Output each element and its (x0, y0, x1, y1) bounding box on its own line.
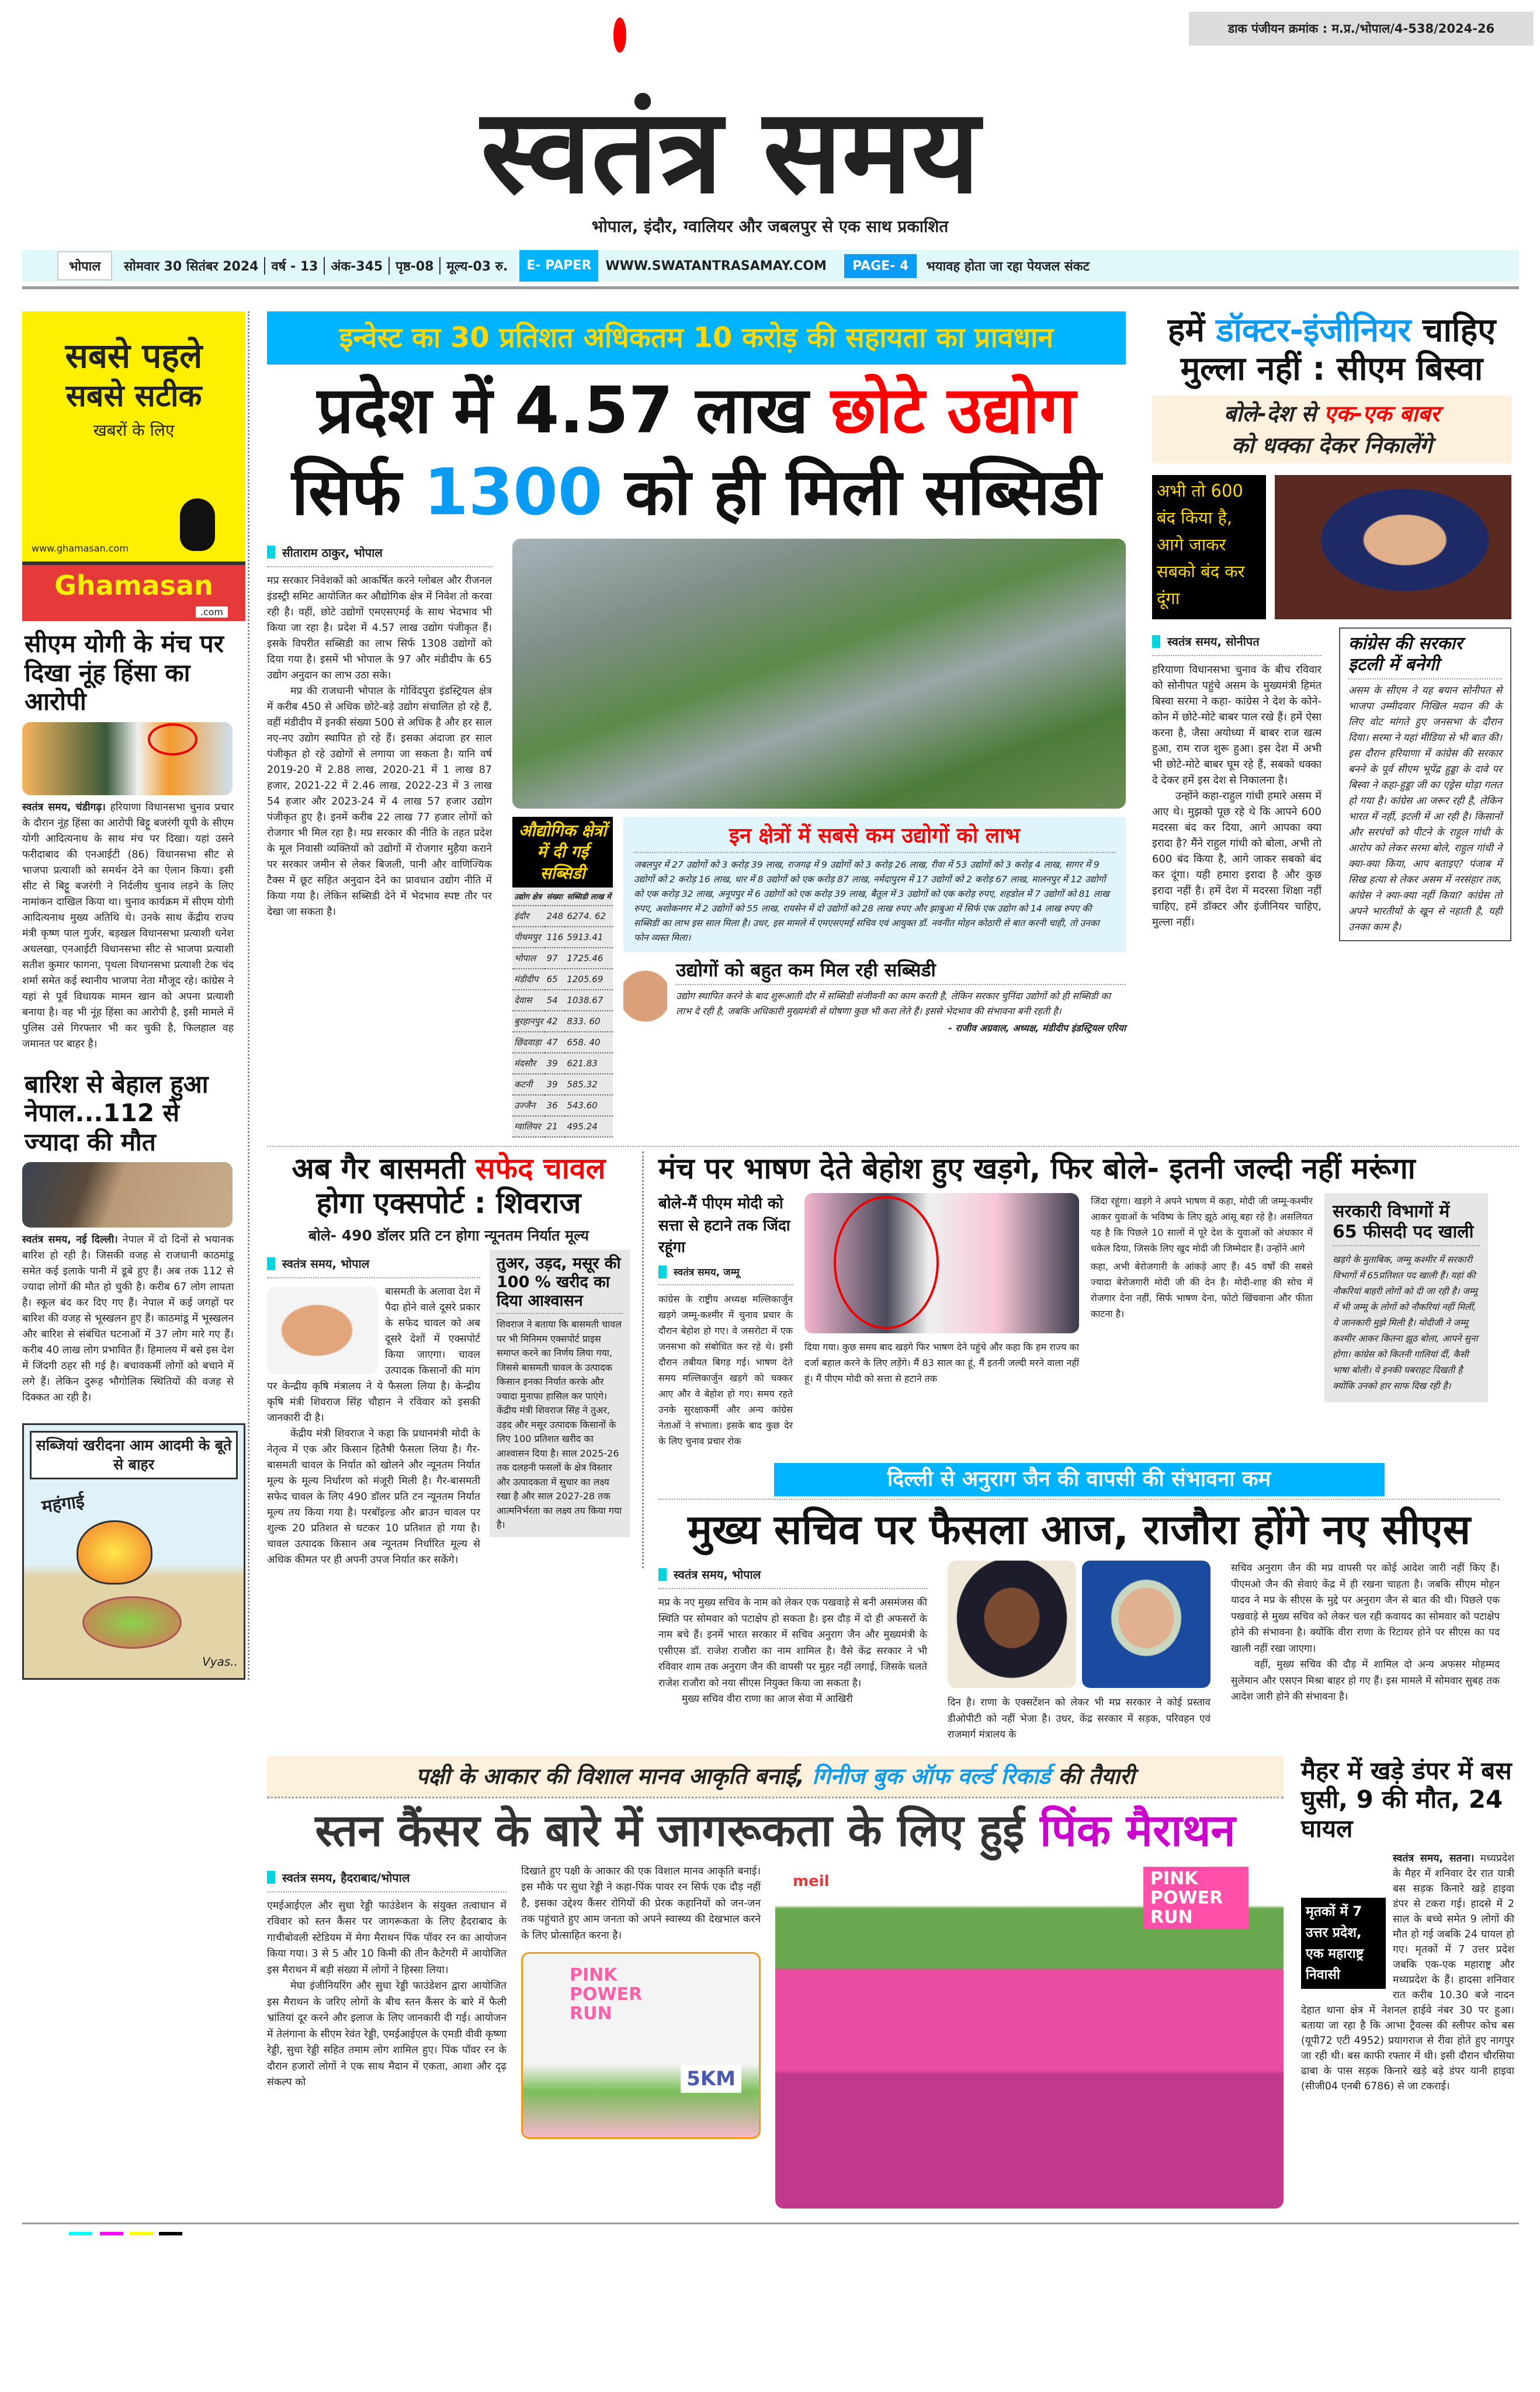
prize-ceremony-photo (521, 1952, 761, 2139)
table-cell-area: देवास (512, 990, 545, 1011)
sarma-text-row (1152, 628, 1511, 941)
nepal-text: नेपाल में दो दिनों से भयानक बारिश हो रही है। जिसकी वजह से राजधानी काठमांडू समेत कई इलाके पानी में डूबे हुए हैं। अब तक 112 से ज्यादा लोगों की मौत हो चुकी है। करीब 67 लोग लापता है। स्कूल बंद कर दिए गए हैं। नेपाल में कई जगहों पर बारिश की वजह से भूस्खलन हुए हैं। काठमांडू में भूस्खलन और बारिश से संबंधित घटनाओं में 37 लोग मारे गए हैं। करीब 40 लाख लोग प्रभावित हैं। हिमालय में बसे इस देश में जिंदगी ठहर सी गई है। बचावकर्मी लोगों को बचाने में लगे हैं। लेकिन दुरूह भौगोलिक स्थितियों की वजह से दिक्कत आ रही है। (22, 1234, 234, 1404)
box-title: सरकारी विभागों में 65 फीसदी पद खाली (1333, 1201, 1480, 1246)
maihar-body (1301, 1851, 1514, 2094)
cs-photos (948, 1561, 1211, 1688)
ad-brand-sub: .com (196, 606, 228, 618)
kharge-col-1: कांग्रेस के राष्ट्रीय अध्यक्ष मल्लिकार्जुन खड़गे जम्मू-कश्मीर में चुनाव प्रचार के दौरान बेहोश हो गए। वे जसरोटा में एक जनसभा को संबोधित कर रहे थे। इसी दौरान तबीयत बिगड़ गई। भाषण देते समय मल्लिकार्जुन खड़गे को चक्कर आए और वे बेहोश हो गए। समय रहते उनके सुरक्षाकर्मी और अन्य कांग्रेस नेताओं ने संभाला। इसके बाद कुछ देर के लिए चुनाव प्रचार रोक (658, 1294, 793, 1447)
sarma-byline (1152, 633, 1322, 656)
maihar-callout: मृतकों में 7 उत्तर प्रदेश, एक महाराष्ट्र निवासी (1301, 1898, 1386, 1989)
byline-text: स्वतंत्र समय, भोपाल (674, 1568, 761, 1582)
ad-brand-strip (22, 561, 245, 621)
rice-headline (267, 1152, 630, 1221)
table-row (512, 969, 613, 990)
city-label: भोपाल (57, 251, 112, 280)
middle-right (658, 1152, 1500, 1743)
lead-story (267, 311, 1126, 1138)
kharge-col-left (658, 1193, 793, 1449)
quote-attribution: - राजीव अग्रवाल, अध्यक्ष, मंडीदीप इंडस्ट्रियल एरिया (948, 1022, 1126, 1034)
table-cell-count: 248 (545, 906, 566, 927)
headline-part: स्तन कैंसर के बारे में जागरूकता के लिए हुई (315, 1804, 1040, 1856)
cs-kicker: दिल्ली से अनुराग जैन की वापसी की संभावना कम (774, 1463, 1385, 1496)
least-benefit-box (623, 817, 1126, 952)
anurag-jain-photo (1082, 1561, 1211, 1688)
table-row (512, 906, 613, 927)
photo-circle-mark (148, 723, 197, 755)
byline-marker-icon (267, 1257, 275, 1270)
issue-date: सोमवार 30 सितंबर 2024 (124, 257, 265, 275)
table-cell-area: ग्वालियर (512, 1116, 545, 1137)
table-cell-area: मंडीदीप (512, 969, 545, 990)
subsidy-table (512, 817, 613, 1138)
masthead-dot (613, 18, 626, 53)
vegetable-basket-icon (82, 1596, 182, 1649)
section-rule (658, 1499, 1500, 1500)
box-text: जबलपुर में 27 उद्योगों को 3 करोड़ 39 लाख, राजगढ़ में 9 उद्योगों को 3 करोड़ 26 लाख, रीवा में 53 उद्योगों को 3 करोड़ 4 लाख, सागर में 9 उद्योगों को 2 करोड़ 16 लाख, धार में 8 उद्योगों को एक करोड़ 87 लाख, नर्मदापुरम में 17 उद्योगों को 2 करोड़ 67 लाख, मालनपुर में 12 उद्योगों को एक करोड़ 32 लाख, अनूपपुर में 6 उद्योगों को एक करोड़ 39 लाख, बैतूल में 3 उद्योगों को एक करोड़ रुपए, शहडोल में 7 उद्योगों को 81 लाख रुपए, अशोकनगर में 2 उद्योगों को 55 लाख, रायसेन में दो उद्योगों को 28 लाख रुपए और झाबुआ में सिर्फ एक उद्योग को 14 लाख रुपए की सब्सिडी का लाभ इस साल मिला है। उधर, इस मामले में एमएसएमई सचिव एवं आयुक्त डॉ. नवनीत मोहन कोठारी से बात करनी चाही, तो उनका फोन व्यस्त मिला। (634, 859, 1109, 944)
kharge-col-3a: जिंदा रहूंगा। खड़गे ने अपने भाषण में कहा, मोदी जी जम्मू-कश्मीर आकर युवाओं के भविष्य के लिए झूठे आंसू बहा रहे है। असलियत यह है कि पिछले 10 सालों में पूरे देश के युवाओं को अंधकार में धकेल दिया, जिसके लिए खुद मोदी जी जिम्मेदार हैं। उन्होंने आगे (1091, 1195, 1313, 1254)
byline-text: सीताराम ठाकुर, भोपाल (282, 545, 383, 560)
cs-headline: मुख्य सचिव पर फैसला आज, राजौरा होंगे नए सीएस (688, 1505, 1470, 1554)
kharge-headline: मंच पर भाषण देते बेहोश हुए खड़गे, फिर बोले- इतनी जल्दी नहीं मरूंगा (658, 1151, 1416, 1185)
headline-part: होगा एक्सपोर्ट : शिवराज (316, 1185, 581, 1220)
kharge-stage-photo (804, 1193, 1079, 1333)
kicker-part: पक्षी के आकार की विशाल मानव आकृति बनाई, (415, 1763, 813, 1789)
byline-marker-icon (267, 1871, 275, 1884)
byline-text: स्वतंत्र समय, सोनीपत (1167, 635, 1260, 649)
yogi-text: हरियाणा विधानसभा चुनाव प्रचार के दौरान नूंह हिंसा का आरोपी बिट्टू बजरंगी यूपी के सीएम योगी आदित्यनाथ के साथ मंच पर दिखा। यहां उसने फरीदाबाद की एनआईटी (86) विधानसभा सीट से भाजपा प्रत्याशी को समर्थन देने का ऐलान किया। इसी सीट से बिट्टू बजरंगी ने निर्दलीय चुनाव लड़ने के लिए नामांकन दाखिल किया था। चुनाव कार्यक्रम में सीएम योगी आदित्यनाथ मुख्य अतिथि थे। उनके साथ केंद्रीय राज्य मंत्री कृष्ण पाल गुर्जर, बड़खल विधानसभा प्रत्याशी धनेश अधलखा, एनआईटी विधानसभा सीट से भाजपा प्रत्याशी सतीश कुमार फागना, पृथला विधानसभा प्रत्याशी टेक चंद शर्मा समेत कई स्थानीय भाजपा नेता मौजूद रहे। कांग्रेस ने यहां से पूर्व विधायक मामन खान को अपना प्रत्याशी बनाया है। वह भी नूंह हिंसा का आरोपी है, इसी मामले में पुलिस उसे गिरफ्तार भी कर चुकी है, फिलहाल वह जमानत पर बाहर है। (22, 801, 234, 1050)
table-cell-count: 36 (545, 1095, 566, 1116)
main-area (249, 311, 1519, 2209)
quote-title: उद्योगों को बहुत कम मिल रही सब्सिडी (676, 959, 1126, 985)
nepal-body (22, 1232, 234, 1406)
yogi-headline: सीएम योगी के मंच पर दिखा नूंह हिंसा का आरोपी (25, 629, 224, 716)
table-cell-area: पीथमपुर (512, 927, 545, 948)
footer (22, 2223, 1519, 2246)
marathon-crowd-photo (775, 1864, 1284, 2209)
table-row (512, 1095, 613, 1116)
table-cell-area: बुरहानपुर (512, 1011, 545, 1032)
lead-headline-highlight: छोटे उद्योग (830, 373, 1076, 448)
congress-italy-box (1339, 628, 1511, 941)
byline-text: स्वतंत्र समय, जम्मू (674, 1267, 740, 1279)
pink-paragraph: एमईआईएल और सुधा रेड्डी फाउंडेशन के संयुक्त तत्वाधान में रविवार को स्तन कैंसर पर जागरूकता के लिए हैदराबाद के गाचीबोवली स्टेडियम में मेगा मैराथन पिंक पॉवर रन का आयोजन किया गया। 3 से 5 और 10 किमी की तीन कैटेगरी में आयोजित इस मैराथन में बड़ी संख्या में लोगों ने हिस्सा लिया। (267, 1899, 507, 1976)
rice-subheadline: बोले- 490 डॉलर प्रति टन होगा न्यूनतम निर्यात मूल्य (308, 1226, 589, 1244)
ad-brand: Ghamasan (54, 570, 213, 601)
table-cell-area: कटनी (512, 1074, 545, 1095)
sub-part: को धक्का देकर निकालेंगे (1231, 432, 1433, 459)
yogi-stage-photo (22, 722, 233, 795)
maihar-dateline: स्वतंत्र समय, सतना। (1393, 1853, 1475, 1865)
col-header: सब्सिडी लाख में (565, 888, 613, 906)
cs-byline (658, 1566, 927, 1589)
table-row (512, 1116, 613, 1137)
table-cell-subsidy: 1725.46 (565, 948, 613, 969)
table-cell-area: उज्जैन (512, 1095, 545, 1116)
rice-paragraph: बासमती के अलावा देश में पैदा होने वाले दूसरे प्रकार के सफेद चावल को अब दूसरे देशों में एक्सपोर्ट किया जाएगा। चावल उत्पादक किसानों की मांग पर केन्द्रीय कृषि मंत्रालय ने ये फैसला लिया है। केन्द्रीय कृषि मंत्री शिवराज सिंह चौहान ने रविवार को इसकी जानकारी दी है। (267, 1286, 480, 1424)
sarma-text-column (1152, 628, 1322, 930)
table-cell-subsidy: 5913.41 (565, 927, 613, 948)
registration-mark-cyan (69, 2232, 92, 2235)
table-cell-area: छिंदवाड़ा (512, 1032, 545, 1053)
rajeev-agrawal-photo (623, 959, 667, 1065)
pink-headline (267, 1804, 1284, 1857)
lead-data-row (512, 817, 1126, 1138)
lead-headline-part: को ही मिली सब्सिडी (602, 454, 1101, 529)
headline-part: चाहिए (1411, 311, 1496, 349)
kharge-byline (658, 1265, 793, 1285)
byline-marker-icon (658, 1266, 667, 1278)
pink-col-2: दिखाते हुए पक्षी के आकार की एक विशाल मानव आकृति बनाई। इस मौके पर सुधा रेड्डी ने कहा-पिंक पावर रन सिर्फ एक दौड़ नहीं है, इसका उद्देश्य कैंसर रोगियों की प्रेरक कहानियों को जन-जन तक पहुंचाते हुए आम जनता को अपने स्वास्थ्य की देखभाल करने के लिए प्रोत्साहित करना है। (521, 1865, 761, 1942)
sarma-body (1152, 662, 1322, 930)
ghamasan-ad[interactable] (22, 311, 245, 621)
sarma-headline (1152, 311, 1511, 389)
byline-text: स्वतंत्र समय, हैदराबाद/भोपाल (282, 1870, 410, 1885)
yogi-dateline: स्वतंत्र समय, चंडीगढ़। (22, 801, 106, 813)
table-cell-subsidy: 658. 40 (565, 1032, 613, 1053)
page-body (0, 292, 1540, 2209)
cs-left-column (658, 1561, 927, 1708)
rice-story (267, 1152, 644, 1569)
lead-byline (267, 545, 492, 567)
pink-col-1 (267, 1898, 507, 2091)
table-row (512, 990, 613, 1011)
registration-mark-yellow (130, 2232, 153, 2235)
pink-story (267, 1756, 1284, 2209)
table-cell-area: भोपाल (512, 948, 545, 969)
maihar-headline: मैहर में खड़े डंपर में बस घुसी, 9 की मौत, 24 घायल (1301, 1756, 1512, 1843)
top-row (267, 311, 1519, 1138)
vacancy-box (1324, 1193, 1488, 1402)
col-header: संख्या (545, 888, 566, 906)
snake-icon (77, 1520, 152, 1585)
sponsor-logo: meil (793, 1872, 830, 1890)
cartoonist-signature: Vyas.. (202, 1655, 238, 1669)
rice-text-column (267, 1250, 480, 1568)
box-text: खड़गे के मुताबिक, जम्मू कश्मीर में सरकारी विभागों में 65प्रतिशत पद खाली हैं। यहां की नौकरियां बाहरी लोगों को दी जा रही है। जम्मू में भी जम्मू के लोगों को नौकरियां नहीं मिलीं, ये जानकारी मुझे मिली है। मोदीजी ने जम्मू कश्मीर आकर कितना झूठ बोला, आपने सुना होगा। कांग्रेस को कितनी गालियां दीं, कैसी भाषा बोली। ये इनकी घबराहट दिखती है क्योंकि उनको हार साफ दिख रही है। (1333, 1254, 1478, 1391)
sarma-story (1152, 311, 1511, 941)
table-cell-subsidy: 495.24 (565, 1116, 613, 1137)
cartoon (22, 1423, 245, 1680)
ad-line-2: सबसे सटीक (65, 378, 202, 414)
byline-marker-icon (267, 546, 275, 559)
banner-text: PINK POWER RUN (570, 1965, 643, 2024)
lead-headline-line1 (267, 373, 1126, 449)
himanta-sarma-photo (1275, 475, 1511, 619)
kicker-highlight: गिनीज बुक ऑफ वर्ल्ड रिकार्ड (812, 1763, 1050, 1789)
yogi-body (22, 800, 234, 1052)
sarma-paragraph: उन्होंने कहा-राहुल गांधी हमारे असम में आए थे। मुझको पूछ रहे थे कि आपने 600 मदरसा बंद कर दिया, आगे आपका क्या इरादा है? मैंने राहुल गांधी को बोला, अभी तो 600 बंद किया है, आगे जाकर सबको बंद कर दूंगा। यही हमारा इरादा है और कुछ इरादा नहीं है। हमें देश में मदरसा शिक्षा नहीं चाहिए, हमें डॉक्टर और इंजीनियर चाहिए, मुल्ला नहीं। (1152, 790, 1322, 929)
box-text: असम के सीएम ने यह बयान सोनीपत से भाजपा उम्मीदवार निखिल मदान की के लिए वोट मांगते हुए जनसभा के दौरान दिया। सरमा ने यहां मीडिया से भी बात की। इस दौरान हरियाणा में कांग्रेस की सरकार बनने के पूर्व सीएम भूपेंद्र हुड्डा के दावे पर बिस्वा ने कहा-हुड्डा जी का एड्रेस थोड़ा गलत हो गया है। कांग्रेस आ जरूर रही है, लेकिन भारत में नहीं, इटली में आ रही है। किसानों और सरपंचों को पीटने के राहुल गांधी के आरोप को लेकर सरमा बोले, राहुल गांधी ने क्या-क्या किया, आप बताइए? पंजाब में सिख हत्या से लेकर असम में नरसंहार तक, कांग्रेस ने क्या-क्या नहीं किया? कांग्रेस तो अपने भारतीयों के खून से नहाती है, यही उनका काम है। (1348, 684, 1502, 933)
table-cell-subsidy: 833. 60 (565, 1011, 613, 1032)
lead-side-boxes (623, 817, 1126, 1065)
lead-text-column (267, 539, 492, 920)
table-cell-subsidy: 1038.67 (565, 990, 613, 1011)
page-headline: भयावह होता जा रहा पेयजल संकट (926, 259, 1090, 274)
kicker-part: की तैयारी (1050, 1763, 1135, 1789)
sarma-subheadline (1152, 396, 1511, 463)
byline-marker-icon (1152, 635, 1160, 648)
mouse-icon (180, 498, 215, 551)
page-number-badge: PAGE- 4 (844, 254, 917, 278)
cs-content (658, 1561, 1500, 1743)
table-cell-count: 97 (545, 948, 566, 969)
lead-paragraph: मप्र सरकार निवेशकों को आकर्षित करने ग्लोबल और रीजनल इंडस्ट्री समिट आयोजित कर औद्योगिक क्षेत्र में निवेश तो करवा रही है। वहीं, छोटे उद्योगों एमएसएमई के साथ भेदभाव भी किया जा रहा है। प्रदेश में 4.57 लाख उद्योग पंजीकृत हैं। इसके विपरीत सब्सिडी का लाभ सिर्फ 1308 उद्योगों को दिया गया है। इसमें भी भोपाल के 97 और मंडीदीप के 65 उद्योग अनुदान का लाभ उठा सके। (267, 574, 492, 681)
lead-headline-part: प्रदेश में 4.57 लाख (317, 373, 831, 448)
table-cell-subsidy: 1205.69 (565, 969, 613, 990)
kharge-content (658, 1193, 1500, 1449)
info-bar (22, 250, 1519, 282)
cs-col-1 (658, 1595, 927, 1708)
rice-body (267, 1284, 480, 1568)
headline-part: अब गैर बासमती (292, 1151, 476, 1185)
table-title: औद्योगिक क्षेत्रों में दी गई सब्सिडी (512, 817, 613, 888)
sarma-paragraph: हरियाणा विधानसभा चुनाव के बीच रविवार को सोनीपत पहुंचे असम के मुख्यमंत्री हिमंत बिस्वा सरमा ने कहा- कांग्रेस ने देश के कोने-कोन में छोटे-मोटे बाबर पाल रखे हैं। हमें ऐसा करना है, जैसा अयोध्या में बाबर राज खत्म हुआ, राम राज शुरू हुआ। इस देश में अभी भी छोटे-मोटे बाबर घूम रहे हैं, सबको धक्का दे देकर हमें इस देश से निकालना है। (1152, 664, 1322, 787)
table-cell-count: 54 (545, 990, 566, 1011)
left-column (22, 311, 249, 1680)
table-cell-subsidy: 6274. 62 (565, 906, 613, 927)
table-cell-count: 21 (545, 1116, 566, 1137)
headline-highlight: पिंक मैराथन (1039, 1804, 1236, 1856)
ad-line-3: खबरों के लिए (93, 420, 175, 440)
cartoon-label: महंगाई (40, 1491, 86, 1518)
ad-url: www.ghamasan.com (32, 543, 129, 554)
kharge-col-3b: कहा, अभी बेरोजगारी के आंकड़े आए हैं। 45 वर्षों की सबसे ज्यादा बेरोजगारी मोदी जी की देन है। मोदी-शाह की सोच में रोजगार देना नहीं, सिर्फ भाषण देना, फोटो खिंचवाना और फीता काटना है। (1091, 1260, 1313, 1319)
lead-kicker: इन्वेस्ट का 30 प्रतिशत अधिकतम 10 करोड़ की सहायता का प्रावधान (267, 311, 1126, 365)
section-rule (267, 1146, 1519, 1147)
sarma-media-row (1152, 475, 1511, 619)
photo-circle-mark (834, 1196, 939, 1329)
table-cell-count: 39 (545, 1053, 566, 1074)
cs-paragraph: मुख्य सचिव वीरा राणा का आज सेवा में आखिरी (682, 1693, 853, 1705)
epaper-badge: E- PAPER (519, 250, 598, 282)
pink-kicker (267, 1756, 1284, 1798)
cartoon-drawing (24, 1485, 244, 1678)
industrial-area-photo (512, 539, 1126, 809)
nepal-headline: बारिश से बेहाल हुआ नेपाल...112 से ज्यादा की मौत (25, 1069, 209, 1156)
headline-part: मुल्ला नहीं : सीएम बिस्वा (1180, 350, 1483, 389)
ad-line-1: सबसे पहले (65, 336, 203, 376)
header (0, 0, 1540, 292)
registration-mark-black (159, 2232, 182, 2235)
pink-left-column (267, 1864, 507, 2091)
lead-content (267, 539, 1126, 1138)
lead-headline-number: 1300 (424, 454, 603, 529)
masthead-logo (275, 64, 1186, 220)
bottom-row (267, 1756, 1519, 2209)
maihar-story (1301, 1756, 1514, 2095)
price: मूल्य-03 रु. (446, 259, 508, 274)
pink-middle-column (521, 1864, 761, 2140)
table-cell-count: 116 (545, 927, 566, 948)
footer-rule (22, 2223, 1519, 2224)
quote-row (623, 959, 1126, 1065)
table-cell-subsidy: 543.60 (565, 1095, 613, 1116)
pink-paragraph: मेघा इंजीनियरिंग और सुधा रेड्डी फाउंडेशन द्वारा आयोजित इस मैराथन के जरिए लोगों के बीच स्तन कैंसर के बारे में फैली भ्रांतियां दूर करने और इलाज के लिए जानकारी दी गई। आयोजन में तेलंगाना के सीएम रेवंत रेड्डी, एमईआईएल के एमडी वीवी कृष्णा रेड्डी, सुधा रेड्डी सहित तमाम लोग शामिल हुए। पिंक पॉवर रन के दौरान हजारों लोगों ने एक साथ मैदान में एकता, आशा और दृढ़ संकल्प को (267, 1980, 507, 2089)
website-link[interactable]: WWW.SWATANTRASAMAY.COM (605, 258, 827, 273)
table-cell-area: मंदसौर (512, 1053, 545, 1074)
rice-paragraph: केंद्रीय मंत्री शिवराज ने कहा कि प्रधानमंत्री मोदी के नेतृत्व में एक और किसान हितैषी फैसला लिया है। गैर-बासमती चावल के निर्यात को खोलने और न्यूनतम निर्यात मूल्य के मूल्य निर्धारण को मंजूरी मिली है। गैर-बासमती सफेद चावल के लिए 490 डॉलर प्रति टन न्यूनतम निर्यात मूल्य तय किया गया है। परबॉइल्ड और ब्राउन चावल पर शुल्क 20 प्रतिशत से घटकर 10 प्रतिशत हो गया है। चावल उत्पादक किसान अब न्यूनतम निर्धारित मूल्य से अधिक कीमत पर ही अपनी उपज निर्यात कर सकेंगे। (267, 1428, 480, 1566)
table-row (512, 1011, 613, 1032)
pink-content (267, 1864, 1284, 2209)
sarma-callout: अभी तो 600 बंद किया है, आगे जाकर सबको बंद कर दूंगा (1152, 475, 1266, 619)
subsidy-data-table (512, 888, 613, 1138)
box-title: कांग्रेस की सरकार इटली में बनेगी (1348, 633, 1502, 680)
cheque-text: 5KM (681, 2065, 741, 2093)
registration-number: डाक पंजीयन क्रमांक : म.प्र./भोपाल/4-538/2024-26 (1189, 12, 1534, 46)
page-count: पृष्ठ-08 (390, 257, 441, 275)
pink-byline (267, 1870, 507, 1892)
header-rule (22, 286, 1519, 289)
box-text: शिवराज ने बताया कि बासमती चावल पर भी मिनिमम एक्सपोर्ट प्राइस समाप्त करने का निर्णय लिया गया, जिससे बासमती चावल के उत्पादक किसान इनका निर्यात करके और ज्यादा मुनाफा हासिल कर पाएंगे। केंद्रीय मंत्री शिवराज सिंह ने तुअर, उड़द और मसूर उत्पादक किसानों के लिए 100 प्रतिशत खरीद का आश्वासन दिया है। साल 2025-26 तक दलहनी फसलों के क्षेत्र विस्तार और उत्पादकता में सुधार का लक्ष्य रखा है और साल 2027-28 तक आत्मनिर्भरता का लक्ष्य तय किया गया है। (497, 1319, 622, 1531)
table-row (512, 927, 613, 948)
kharge-col-right (1091, 1193, 1313, 1322)
byline-marker-icon (658, 1568, 667, 1581)
sub-highlight: एक-एक बाबर (1324, 401, 1440, 427)
pulses-box (490, 1250, 630, 1537)
headline-part: हमें (1167, 311, 1216, 349)
table-cell-subsidy: 621.83 (565, 1053, 613, 1074)
lead-paragraph: मप्र की राजधानी भोपाल के गोविंदपुरा इंडस्ट्रियल क्षेत्र में करीब 450 से अधिक छोटे-बड़े उद्योग संचालित हो रहे हैं, वहीं मंडीदीप में इनकी संख्या 500 से अधिक है और हर साल नए-नए उद्योग स्थापित हो रहे हैं। इसका अंदाजा हर साल पंजीकृत हो रहे उद्योगों से लगाया जा सकता है। यानि वर्ष 2019-20 में 2.88 लाख, 2020-21 में 1 लाख 87 हजार, 2021-22 में 2.46 लाख, 2022-23 में 3 लाख 54 हजार और 2023-24 में 4 लाख 57 हजार उद्योग पंजीकृत हुए है। इनमें करीब 22 लाख 77 हजार लोगों को रोजगार भी मिल रहा है। मप्र सरकार की नीति के तहत प्रदेश के मूल निवासी व्यक्तियों को उद्योगों में रोजगार मुहैया कराने पर सरकार जमीन से लेकर बिजली, पानी और वाणिज्यिक टैक्स में छूट सहित अनुदान देने का प्रावधान उद्योग नीति में किया गया है। लेकिन सब्सिडी देने में भेदभाव स्पष्ट तौर पर देखा जा सकता है। (267, 685, 492, 918)
rice-content (267, 1250, 630, 1568)
lead-body (267, 573, 492, 920)
table-row (512, 1053, 613, 1074)
headline-highlight: सफेद चावल (475, 1151, 606, 1185)
cs-col-3 (1231, 1561, 1500, 1705)
lead-headline-part: सिर्फ (292, 454, 424, 529)
issue-number: अंक-345 (325, 257, 390, 275)
nepal-dateline: स्वतंत्र समय, नई दिल्ली। (22, 1234, 118, 1246)
lead-right-column (512, 539, 1126, 1138)
crowd-banner-text: PINK POWER RUN (1143, 1867, 1248, 1929)
shivraj-photo (267, 1287, 378, 1374)
byline-text: स्वतंत्र समय, भोपाल (282, 1257, 370, 1271)
col-header: उद्योग क्षेत्र (512, 888, 545, 906)
middle-row (267, 1152, 1519, 1743)
table-row (512, 1032, 613, 1053)
quote-block (676, 959, 1126, 1034)
table-cell-area: इंदौर (512, 906, 545, 927)
lead-headline-line2 (267, 455, 1126, 531)
box-title: तुअर, उड़द, मसूर की 100 % खरीद का दिया आश्वासन (497, 1254, 623, 1314)
rice-byline (267, 1256, 480, 1278)
sub-part: बोले-देश से (1223, 401, 1324, 427)
kharge-col-2: दिया गया। कुछ समय बाद खड़गे फिर भाषण देने पहुंचे और कहा कि हम राज्य का दर्जा बहाल करने के लिए लड़ेंगे। मैं 83 साल का हूं, मैं इतनी जल्दी मरने वाला नहीं हूं। मैं पीएम मोदी को सत्ता से हटाने तक (804, 1341, 1079, 1384)
masthead-title: स्वतंत्र समय (481, 84, 980, 220)
kharge-col-middle (804, 1193, 1079, 1386)
table-cell-count: 42 (545, 1011, 566, 1032)
kharge-subheadline: बोले-मैं पीएम मोदी को सत्ता से हटाने तक जिंदा रहूंगा (658, 1194, 790, 1257)
headline-highlight: डॉक्टर-इंजीनियर (1216, 311, 1411, 349)
table-cell-count: 47 (545, 1032, 566, 1053)
issue-year: वर्ष - 13 (265, 257, 325, 275)
cs-paragraph: मप्र के नए मुख्य सचिव के नाम को लेकर एक पखवाड़े से बनी असमंजस की स्थिति पर सोमवार को पटाक्षेप हो सकता है। इस दौड़ में दो ही अफसरों के नाम बचे हैं। इनमें भारत सरकार में सचिव अनुराग जैन और मुख्यमंत्री के एसीएस डॉ. राजेश राजौरा का नाम शामिल है। वैसे केंद्र सरकार ने भी रविवार शाम तक अनुराग जैन की वापसी पर मुहर नहीं लगाई, जिसके चलते राजेश राजौरा को नया सीएस नियुक्त किया जा सकता है। (658, 1597, 927, 1689)
cs-col-2: दिन है। राणा के एक्सटेंशन को लेकर भी मप्र सरकार ने कोई प्रस्ताव डीओपीटी को नहीं भेजा है। उधर, केंद्र सरकार में सड़क, परिवहन एवं राजमार्ग मंत्रालय के (948, 1697, 1211, 1741)
maihar-text: मध्यप्रदेश के मैहर में शनिवार देर रात यात्री बस सड़क किनारे खड़े हाइवा डंपर से टकरा गई। हादसे में 2 साल के बच्चे समेत 9 लोगों की मौत हो गई जबकि 24 घायल हो गए। मृतकों में 7 उत्तर प्रदेश जबकि एक-एक महाराष्ट्र और मध्यप्रदेश के हैं। हादसा शनिवार रात करीब 10.30 बजे नादन देहात थाना क्षेत्र में नेशनल हाईवे नंबर 30 पर हुआ। बताया जा रहा है कि आभा ट्रैवल्स की स्लीपर कोच बस (यूपी72 एटी 4952) प्रयागराज से रीवा होते हुए नागपुर जा रही थी। बस काफी रफ्तार में थी। इसी दौरान चौरसिया ढाबा के पास सड़क किनारे खड़े बड़े डंपर यानी हाइवा (सीजी04 एनबी 6786) से जा टकराई। (1301, 1853, 1514, 2093)
cartoon-caption: सब्जियां खरीदना आम आदमी के बूते से बाहर (30, 1431, 238, 1479)
table-row (512, 1074, 613, 1095)
box-title: इन क्षेत्रों में सबसे कम उद्योगों को लाभ (634, 824, 1115, 853)
cs-middle-column (948, 1561, 1211, 1743)
table-cell-subsidy: 585.32 (565, 1074, 613, 1095)
table-cell-count: 39 (545, 1074, 566, 1095)
quote-text: उद्योग स्थापित करने के बाद शुरूआती दौर में सब्सिडी संजीवनी का काम करती है, लेकिन सरकार चुनिंदा उद्योगों को ही सब्सिडी का लाभ दे रही है, जबकि अधिकारी मुख्यमंत्री से घोषणा कुछ भी करा लेते हैं। इससे भेदभाव की संभावना बनी रहती है। (676, 990, 1111, 1017)
nepal-flood-photo (22, 1162, 233, 1228)
cs-paragraph: सचिव अनुराग जैन की मप्र वापसी पर कोई आदेश जारी नहीं किए हैं। पीएमओ जैन की सेवाएं केंद्र में ही रखना चाहता है। जबकि सीएम मोहन यादव ने मप्र के सीएस के मुद्दे पर अनुराग जैन से बात की थी। पिछले एक पखवाड़े से मुख्य सचिव को लेकर चल रही कवायद का सोमवार को पटाक्षेप होने की संभावना है। क्योंकि वीरा राणा के रिटायर होने पर सीएस का पद खाली नहीं रखा जाएगा। (1231, 1562, 1500, 1655)
table-row (512, 948, 613, 969)
tagline: भोपाल, इंदौर, ग्वालियर और जबलपुर से एक साथ प्रकाशित (591, 217, 949, 236)
registration-mark-magenta (100, 2232, 123, 2235)
table-cell-count: 65 (545, 969, 566, 990)
cs-paragraph: वहीं, मुख्य सचिव की दौड़ में शामिल दो अन्य अफसर मोहम्मद सुलेमान और एसएन मिश्रा बाहर हो गए हैं। इस मामले में सोमवार सुबह तक आदेश जारी होने की संभावना है। (1231, 1659, 1500, 1703)
rajesh-rajora-photo (948, 1561, 1076, 1688)
